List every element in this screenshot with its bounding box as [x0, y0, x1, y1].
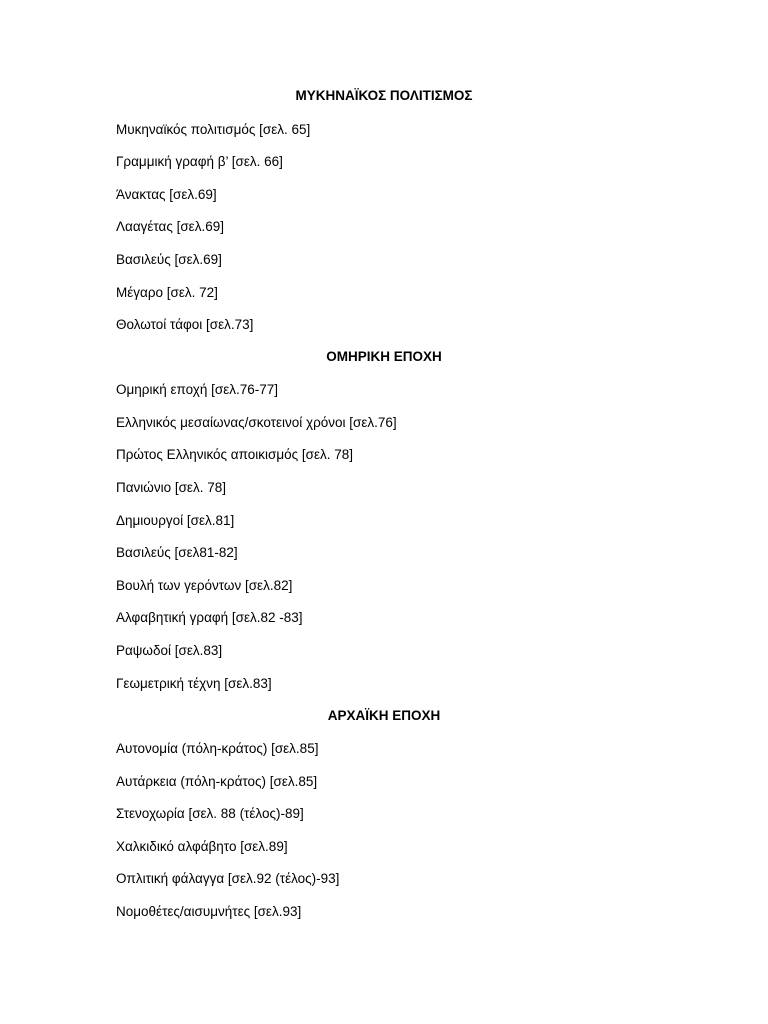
list-item: Χαλκιδικό αλφάβητο [σελ.89] [116, 839, 288, 854]
section-heading-mycenaean: ΜΥΚΗΝΑΪΚΟΣ ΠΟΛΙΤΙΣΜΟΣ [295, 88, 473, 103]
list-item: Αυτονομία (πόλη-κράτος) [σελ.85] [116, 741, 319, 756]
list-item: Γραμμική γραφή β’ [σελ. 66] [116, 154, 283, 169]
list-item: Αυτάρκεια (πόλη-κράτος) [σελ.85] [116, 774, 318, 789]
section-heading-homeric: ΟΜΗΡΙΚΗ ΕΠΟΧΗ [326, 349, 442, 364]
list-item: Δημιουργοί [σελ.81] [116, 513, 235, 528]
list-item: Γεωμετρική τέχνη [σελ.83] [116, 676, 272, 691]
list-item: Πανιώνιο [σελ. 78] [116, 480, 226, 495]
list-item: Οπλιτική φάλαγγα [σελ.92 (τέλος)-93] [116, 871, 340, 886]
list-item: Βασιλεύς [σελ81-82] [116, 545, 238, 560]
list-item: Βασιλεύς [σελ.69] [116, 252, 222, 267]
list-item: Πρώτος Ελληνικός αποικισμός [σελ. 78] [116, 447, 353, 462]
list-item: Μέγαρο [σελ. 72] [116, 285, 218, 300]
list-item: Νομοθέτες/αισυμνήτες [σελ.93] [116, 904, 302, 919]
list-item: Ομηρική εποχή [σελ.76-77] [116, 382, 278, 397]
list-item: Στενοχωρία [σελ. 88 (τέλος)-89] [116, 806, 304, 821]
list-item: Άνακτας [σελ.69] [116, 187, 217, 202]
list-item: Ελληνικός μεσαίωνας/σκοτεινοί χρόνοι [σελ.76] [116, 415, 397, 430]
section-heading-archaic: ΑΡΧΑΪΚΗ ΕΠΟΧΗ [327, 708, 441, 723]
list-item: Αλφαβητική γραφή [σελ.82 -83] [116, 610, 303, 625]
list-item: Μυκηναϊκός πολιτισμός [σελ. 65] [116, 122, 311, 137]
list-item: Θολωτοί τάφοι [σελ.73] [116, 317, 254, 332]
list-item: Ραψωδοί [σελ.83] [116, 643, 223, 658]
list-item: Λααγέτας [σελ.69] [116, 219, 224, 234]
list-item: Βουλή των γερόντων [σελ.82] [116, 578, 293, 593]
